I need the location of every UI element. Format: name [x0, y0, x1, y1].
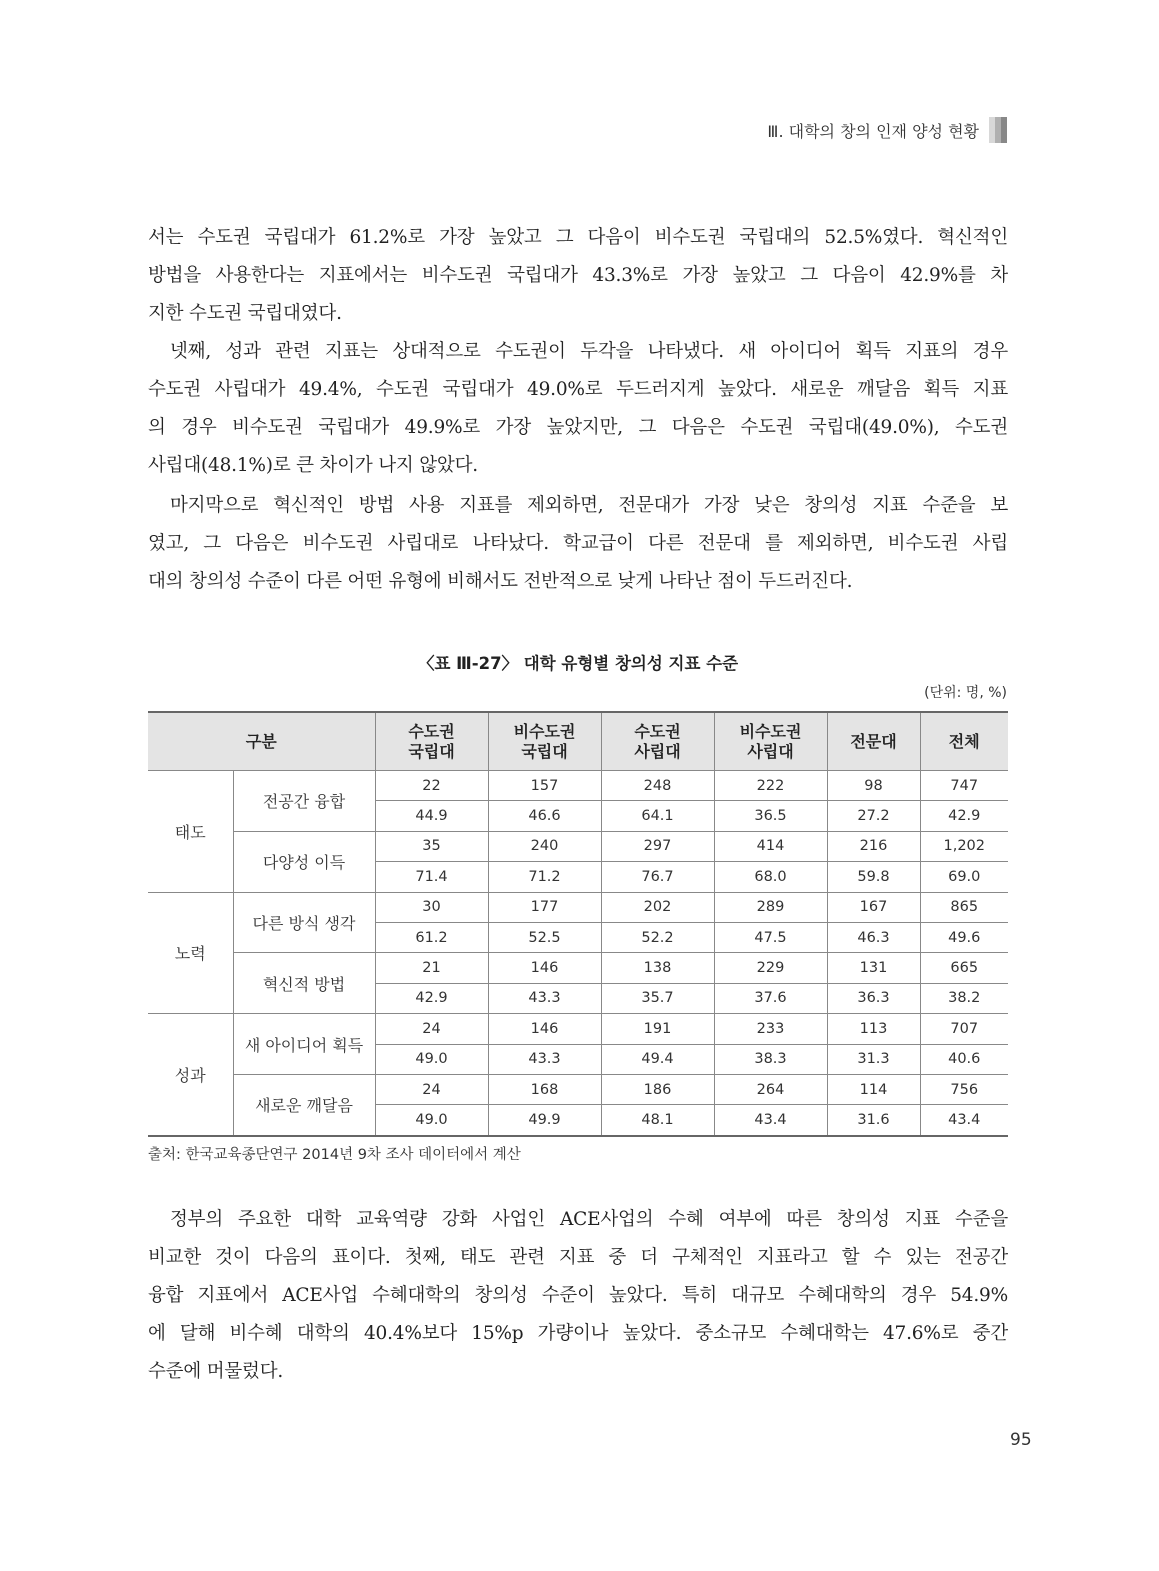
column-header: 수도권 사립대	[601, 712, 714, 771]
percent-cell: 31.3	[827, 1044, 920, 1074]
count-cell: 146	[488, 1014, 601, 1044]
column-header: 수도권 국립대	[375, 712, 488, 771]
text-line: 넷째, 성과 관련 지표는 상대적으로 수도권이 두각을 나타냈다. 새 아이디어 획득 지표의 경우	[170, 341, 1008, 362]
text-line: 수준에 머물렀다.	[148, 1361, 284, 1382]
indicator-label: 새로운 깨달음	[233, 1074, 375, 1135]
count-cell: 191	[601, 1014, 714, 1044]
text-line: 융합 지표에서 ACE사업 수혜대학의 창의성 수준이 높았다. 특히 대규모 수혜대학의 경우 54.9%	[148, 1285, 1008, 1306]
percent-cell: 48.1	[601, 1105, 714, 1136]
count-cell: 665	[920, 953, 1008, 983]
text-line: 정부의 주요한 대학 교육역량 강화 사업인 ACE사업의 수혜 여부에 따른 창의성 지표 수준을	[170, 1209, 1008, 1230]
percent-cell: 49.0	[375, 1105, 488, 1136]
table-row	[148, 892, 1008, 922]
percent-cell: 40.6	[920, 1044, 1008, 1074]
text-line: 지한 수도권 국립대였다.	[148, 303, 342, 324]
text-line: 비교한 것이 다음의 표이다. 첫째, 태도 관련 지표 중 더 구체적인 지표라고 할 수 있는 전공간	[148, 1247, 1008, 1268]
count-cell: 146	[488, 953, 601, 983]
count-cell: 240	[488, 831, 601, 861]
count-cell: 131	[827, 953, 920, 983]
count-cell: 202	[601, 892, 714, 922]
percent-cell: 49.9	[488, 1105, 601, 1136]
count-cell: 167	[827, 892, 920, 922]
count-cell: 114	[827, 1074, 920, 1104]
text-line: 대의 창의성 수준이 다른 어떤 유형에 비해서도 전반적으로 낮게 나타난 점이 두드러진다.	[148, 571, 853, 592]
paragraph-1	[148, 219, 1008, 333]
percent-cell: 46.6	[488, 801, 601, 831]
text-line: 사립대(48.1%)로 큰 차이가 나지 않았다.	[148, 455, 478, 476]
count-cell: 865	[920, 892, 1008, 922]
percent-cell: 35.7	[601, 983, 714, 1013]
percent-cell: 31.6	[827, 1105, 920, 1136]
column-header: 전체	[920, 712, 1008, 771]
count-cell: 222	[714, 771, 827, 801]
percent-cell: 64.1	[601, 801, 714, 831]
count-cell: 98	[827, 771, 920, 801]
count-cell: 113	[827, 1014, 920, 1044]
paragraph-3	[148, 487, 1008, 601]
percent-cell: 27.2	[827, 801, 920, 831]
percent-cell: 43.3	[488, 983, 601, 1013]
percent-cell: 52.5	[488, 922, 601, 952]
count-cell: 756	[920, 1074, 1008, 1104]
percent-cell: 38.2	[920, 983, 1008, 1013]
table-row	[148, 953, 1008, 983]
count-cell: 24	[375, 1074, 488, 1104]
count-cell: 414	[714, 831, 827, 861]
percent-cell: 43.4	[920, 1105, 1008, 1136]
percent-cell: 36.5	[714, 801, 827, 831]
column-header: 구분	[148, 712, 375, 771]
table-caption: 〈표 Ⅲ-27〉 대학 유형별 창의성 지표 수준	[417, 654, 739, 673]
indicator-label: 다양성 이득	[233, 831, 375, 892]
page-number: 95	[1010, 1430, 1032, 1450]
column-header: 비수도권 국립대	[488, 712, 601, 771]
column-header: 비수도권 사립대	[714, 712, 827, 771]
percent-cell: 59.8	[827, 862, 920, 892]
count-cell: 24	[375, 1014, 488, 1044]
count-cell: 21	[375, 953, 488, 983]
paragraph-2	[148, 333, 1008, 485]
text-line: 수도권 사립대가 49.4%, 수도권 국립대가 49.0%로 두드러지게 높았다. 새로운 깨달음 획득 지표	[148, 379, 1008, 400]
count-cell: 1,202	[920, 831, 1008, 861]
text-line: 의 경우 비수도권 국립대가 49.9%로 가장 높았지만, 그 다음은 수도권 국립대(49.0%), 수도권	[148, 417, 1008, 438]
count-cell: 22	[375, 771, 488, 801]
count-cell: 157	[488, 771, 601, 801]
text-line: 에 달해 비수혜 대학의 40.4%보다 15%p 가량이나 높았다. 중소규모 수혜대학는 47.6%로 중간	[148, 1323, 1008, 1344]
running-title: Ⅲ. 대학의 창의 인재 양성 현황	[767, 121, 979, 141]
table-row	[148, 1014, 1008, 1044]
table-row	[148, 1074, 1008, 1104]
percent-cell: 42.9	[920, 801, 1008, 831]
count-cell: 297	[601, 831, 714, 861]
count-cell: 264	[714, 1074, 827, 1104]
group-label: 태도	[148, 771, 233, 893]
count-cell: 233	[714, 1014, 827, 1044]
percent-cell: 37.6	[714, 983, 827, 1013]
running-header	[767, 117, 1007, 143]
percent-cell: 46.3	[827, 922, 920, 952]
count-cell: 168	[488, 1074, 601, 1104]
text-line: 마지막으로 혁신적인 방법 사용 지표를 제외하면, 전문대가 가장 낮은 창의성 지표 수준을 보	[170, 495, 1008, 516]
count-cell: 138	[601, 953, 714, 983]
count-cell: 216	[827, 831, 920, 861]
count-cell: 229	[714, 953, 827, 983]
percent-cell: 68.0	[714, 862, 827, 892]
table-source: 출처: 한국교육종단연구 2014년 9차 조사 데이터에서 계산	[148, 1147, 521, 1163]
text-line: 였고, 그 다음은 비수도권 사립대로 나타났다. 학교급이 다른 전문대 를 제외하면, 비수도권 사립	[148, 533, 1008, 554]
group-label: 성과	[148, 1014, 233, 1136]
percent-cell: 69.0	[920, 862, 1008, 892]
header-bar-decoration	[989, 117, 1007, 143]
count-cell: 186	[601, 1074, 714, 1104]
percent-cell: 38.3	[714, 1044, 827, 1074]
count-cell: 747	[920, 771, 1008, 801]
percent-cell: 49.4	[601, 1044, 714, 1074]
count-cell: 289	[714, 892, 827, 922]
percent-cell: 61.2	[375, 922, 488, 952]
percent-cell: 49.0	[375, 1044, 488, 1074]
count-cell: 707	[920, 1014, 1008, 1044]
percent-cell: 44.9	[375, 801, 488, 831]
text-line: 방법을 사용한다는 지표에서는 비수도권 국립대가 43.3%로 가장 높았고 그 다음이 42.9%를 차	[148, 265, 1008, 286]
percent-cell: 47.5	[714, 922, 827, 952]
percent-cell: 52.2	[601, 922, 714, 952]
table-row	[148, 831, 1008, 861]
percent-cell: 76.7	[601, 862, 714, 892]
group-label: 노력	[148, 892, 233, 1014]
count-cell: 248	[601, 771, 714, 801]
text-line: 서는 수도권 국립대가 61.2%로 가장 높았고 그 다음이 비수도권 국립대의 52.5%였다. 혁신적인	[148, 227, 1008, 248]
count-cell: 30	[375, 892, 488, 922]
indicator-label: 새 아이디어 획득	[233, 1014, 375, 1075]
column-header: 전문대	[827, 712, 920, 771]
indicator-label: 혁신적 방법	[233, 953, 375, 1014]
percent-cell: 36.3	[827, 983, 920, 1013]
creativity-index-table	[148, 711, 1008, 1137]
count-cell: 35	[375, 831, 488, 861]
percent-cell: 71.4	[375, 862, 488, 892]
percent-cell: 43.3	[488, 1044, 601, 1074]
indicator-label: 다른 방식 생각	[233, 892, 375, 953]
percent-cell: 42.9	[375, 983, 488, 1013]
indicator-label: 전공간 융합	[233, 771, 375, 832]
percent-cell: 71.2	[488, 862, 601, 892]
table-row	[148, 771, 1008, 801]
percent-cell: 43.4	[714, 1105, 827, 1136]
table-header-row	[148, 712, 1008, 771]
count-cell: 177	[488, 892, 601, 922]
percent-cell: 49.6	[920, 922, 1008, 952]
paragraph-4	[148, 1201, 1008, 1391]
table-unit: (단위: 명, %)	[924, 685, 1007, 701]
